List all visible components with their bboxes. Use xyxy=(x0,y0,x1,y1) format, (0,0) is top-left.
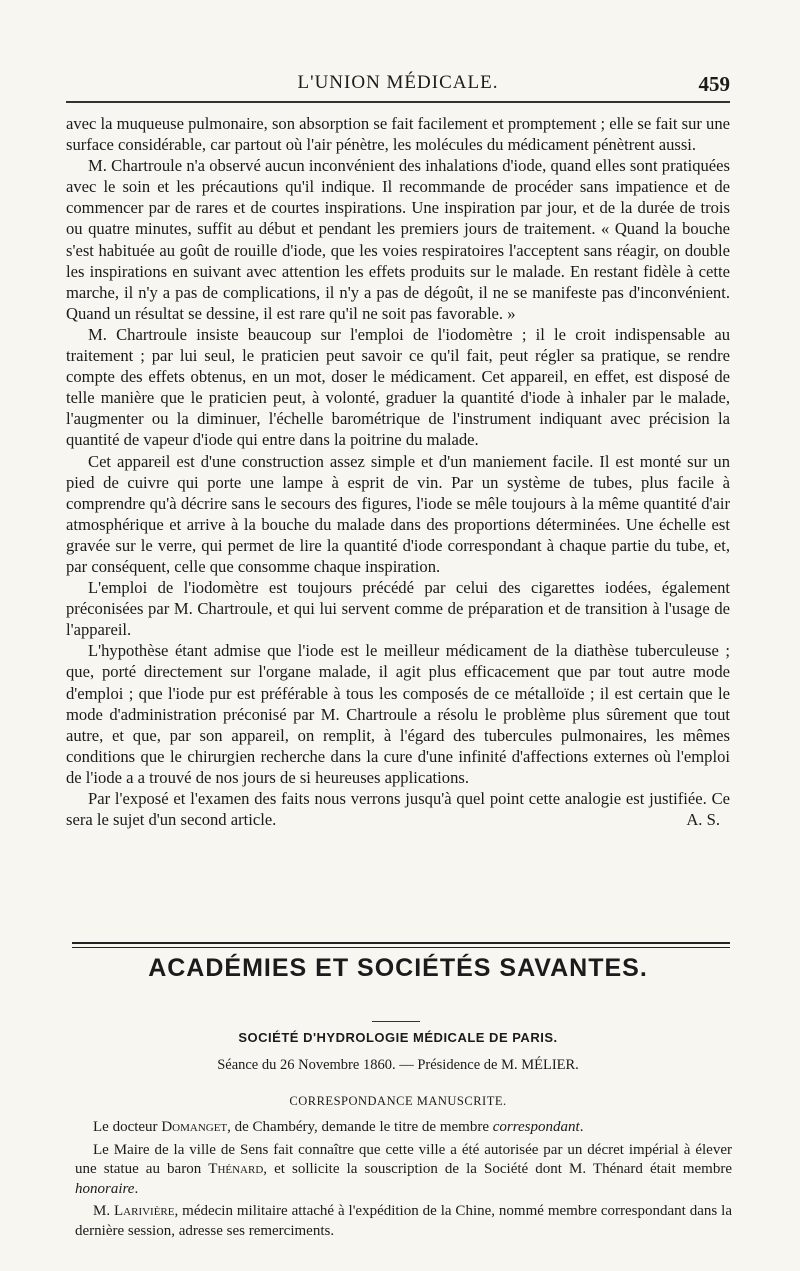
item-text: Le docteur xyxy=(93,1119,162,1135)
page-number: 459 xyxy=(698,72,730,96)
item-text: Le Maire de la ville de Sens fait connaître que cette ville a été autorisée par un décret impérial à élever une statue au baron xyxy=(75,1141,732,1178)
article-paragraph: M. Chartroule insiste beaucoup sur l'emploi de l'iodomètre ; il le croit indispensable au traitement ; par lui seul, le praticien peut savoir ce qu'il fait, peut régler sa pratique, se rendre compte des effets obtenus, en un mot, doser le médicament. Cet appareil, en effet, est disposé de telle manière que le praticien peut, à volonté, graduer la quantité d'iode à inhaler par le malade, l'augmenter ou la diminuer, l'échelle barométrique de l'instrument indiquant avec précision la quantité de vapeur d'iode qui entre dans la poitrine du malade. xyxy=(66,324,730,450)
closing-text: Par l'exposé et l'examen des faits nous verrons jusqu'à quel point cette analogie est justifiée. Ce sera le sujet d'un second article. xyxy=(66,789,730,830)
article-paragraph: L'hypothèse étant admise que l'iode est le meilleur médicament de la diathèse tuberculeuse ; que, porté directement sur l'organe malade, il agit plus efficacement que par tout autre mode d'emploi ; que l'iode pur est préférable à tous les composés de ce métalloïde ; il est certain que le mode d'administration préconisé par M. Chartroule a résolu le problème plus sûrement que tout autre, et que, par son appareil, on remplit, à l'égard des tubercules pulmonaires, les mêmes conditions que le chirurgien recherche dans la cure d'une infinité d'affections externes où l'emploi de l'iode a a trouvé de nos jours de si heureuses applications. xyxy=(66,641,730,787)
title-underline xyxy=(372,1021,420,1022)
item-text: , médecin militaire attaché à l'expédition de la Chine, nommé membre correspondant dans la dernière session, adresse ses remerciments. xyxy=(75,1203,732,1239)
correspondence-item xyxy=(75,1118,732,1138)
running-header xyxy=(66,72,730,98)
emphasis-text: correspondant xyxy=(492,1119,580,1135)
section-divider xyxy=(72,942,730,948)
emphasis-text: honoraire xyxy=(75,1180,135,1197)
correspondence-heading: CORRESPONDANCE MANUSCRITE. xyxy=(289,1094,507,1108)
correspondence-list xyxy=(75,1118,732,1245)
journal-title: L'UNION MÉDICALE. xyxy=(297,72,499,93)
society-name: SOCIÉTÉ D'HYDROLOGIE MÉDICALE DE PARIS. xyxy=(238,1030,558,1045)
item-text: M. xyxy=(93,1203,114,1220)
article-paragraph: L'emploi de l'iodomètre est toujours précédé par celui des cigarettes iodées, également préconisées par M. Chartroule, et qui lui servent comme de préparation et de transition à l'usage de l'appareil. xyxy=(66,578,730,640)
person-name: Larivière xyxy=(114,1203,175,1220)
item-text: . xyxy=(134,1180,139,1197)
session-line: Séance du 26 Novembre 1860. — Présidence de M. MÉLIER. xyxy=(217,1057,579,1073)
item-text: , de Chambéry, demande le titre de membre xyxy=(227,1119,493,1135)
person-name: Thénard xyxy=(208,1161,264,1178)
section-title: ACADÉMIES ET SOCIÉTÉS SAVANTES. xyxy=(148,954,648,982)
person-name: Domanget xyxy=(161,1119,228,1135)
header-rule xyxy=(66,101,730,103)
article-body xyxy=(66,113,730,830)
item-text: . xyxy=(579,1119,584,1135)
correspondence-item xyxy=(75,1141,732,1200)
correspondence-item xyxy=(75,1202,732,1241)
item-text: , et sollicite la souscription de la Société dont M. Thénard était membre xyxy=(263,1161,732,1178)
article-paragraph: avec la muqueuse pulmonaire, son absorption se fait facilement et promptement ; elle se fait sur une surface considérable, car partout où l'air pénètre, les molécules du médicament pénètrent aussi. xyxy=(66,114,730,155)
author-signature: A. S. xyxy=(686,810,720,830)
article-paragraph: Cet appareil est d'une construction assez simple et d'un maniement facile. Il est monté sur un pied de cuivre qui porte une lampe à esprit de vin. Par un système de tubes, plus facile à comprendre qu'à décrire sans le secours des figures, l'iode se mêle toujours à la même quantité d'air atmosphérique et arrive à la bouche du malade dans des proportions déterminées. Une échelle est gravée sur le verre, qui permet de lire la quantité d'iode correspondant à chaque partie du tube, et, par conséquent, celle que consomme chaque inspiration. xyxy=(66,451,730,576)
article-paragraph: M. Chartroule n'a observé aucun inconvénient des inhalations d'iode, quand elles sont pratiquées avec le soin et les précautions qu'il indique. Il recommande de procéder sans impatience et de commencer par de rares et de courtes inspirations. Une inspiration par jour, et de la durée de trois ou quatre minutes, suffit au début et pendant les premiers jours de traitement. « Quand la bouche s'est habituée au goût de rouille d'iode, que les voies respiratoires l'acceptent sans réagir, on double les inspirations en suivant avec attention les effets produits sur le malade. En restant fidèle à cette marche, il n'y a pas de complications, il n'y a pas de dégoût, il ne se manifeste pas d'inconvénient. Quand un résultat se dessine, il est rare qu'il ne soit pas favorable. » xyxy=(66,156,730,323)
article-closing xyxy=(66,788,730,830)
